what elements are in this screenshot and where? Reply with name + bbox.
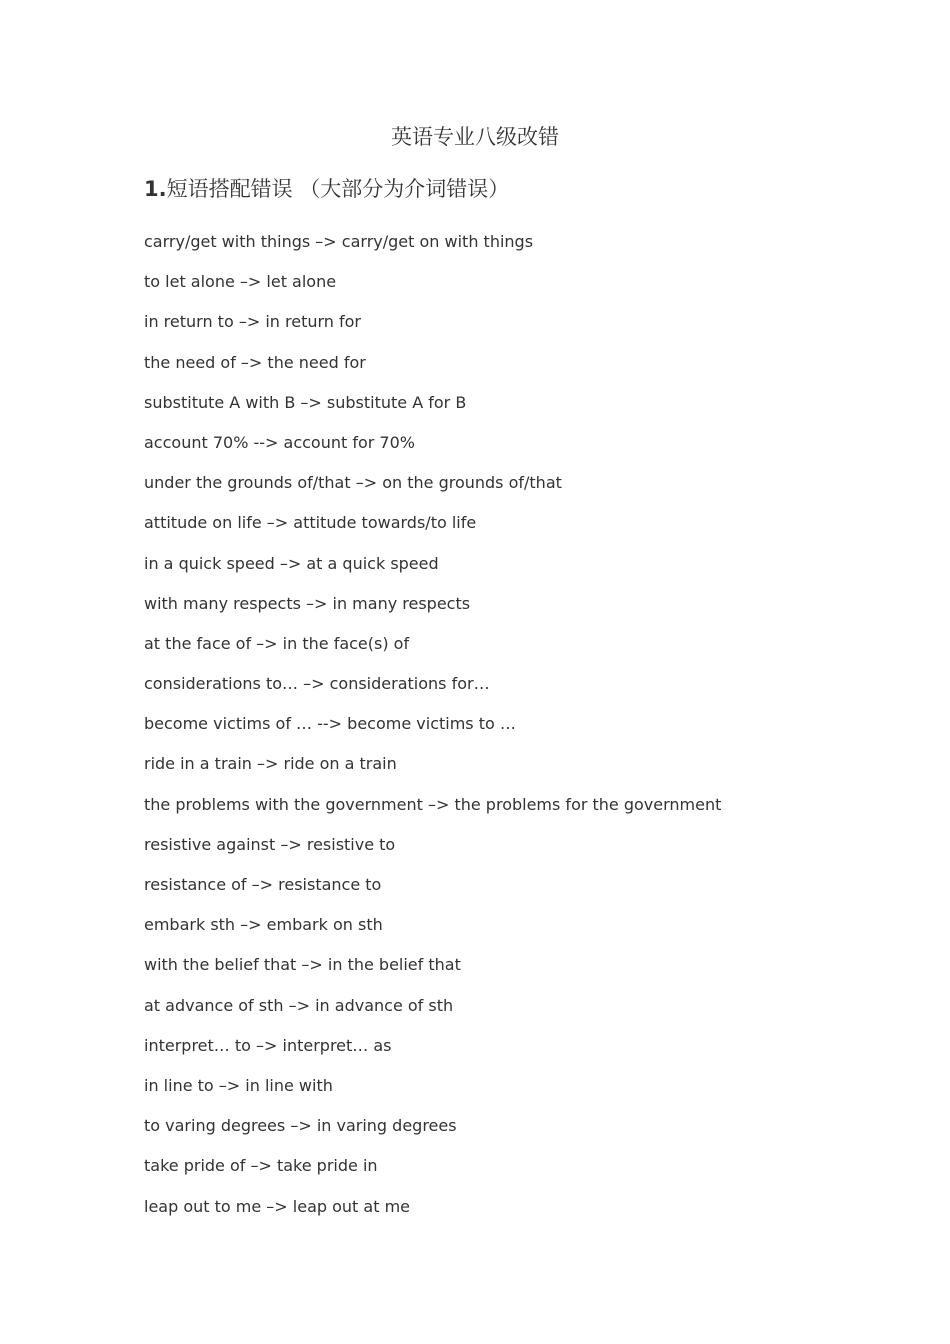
- correction-list: [144, 229, 721, 1234]
- correction-entry: the need of –> the need for: [144, 352, 366, 372]
- correction-entry: in a quick speed –> at a quick speed: [144, 553, 439, 573]
- correction-entry: with the belief that –> in the belief that: [144, 955, 461, 975]
- correction-entry: with many respects –> in many respects: [144, 593, 471, 613]
- correction-entry: resistive against –> resistive to: [144, 834, 396, 854]
- correction-entry: ride in a train –> ride on a train: [144, 754, 397, 774]
- correction-entry: attitude on life –> attitude towards/to life: [144, 513, 477, 533]
- correction-entry: become victims of … --> become victims to …: [144, 714, 516, 734]
- correction-entry: considerations to… –> considerations for…: [144, 674, 490, 694]
- correction-entry: to varing degrees –> in varing degrees: [144, 1116, 457, 1136]
- correction-entry: leap out to me –> leap out at me: [144, 1196, 410, 1216]
- correction-entry: interpret… to –> interpret… as: [144, 1035, 392, 1055]
- correction-entry: in return to –> in return for: [144, 312, 361, 332]
- correction-entry: at advance of sth –> in advance of sth: [144, 995, 454, 1015]
- section-heading: [144, 174, 509, 204]
- correction-entry: resistance of –> resistance to: [144, 875, 382, 894]
- section-number: 1.: [144, 177, 167, 201]
- correction-entry: at the face of –> in the face(s) of: [144, 633, 410, 653]
- correction-entry: in line to –> in line with: [144, 1075, 333, 1095]
- correction-entry: take pride of –> take pride in: [144, 1156, 378, 1176]
- correction-entry: account 70% --> account for 70%: [144, 432, 415, 452]
- correction-entry: the problems with the government –> the problems for the government: [144, 794, 722, 814]
- document-title: 英语专业八级改错: [391, 125, 559, 149]
- correction-entry: to let alone –> let alone: [144, 272, 337, 292]
- correction-entry: embark sth –> embark on sth: [144, 915, 383, 935]
- correction-entry: substitute A with B –> substitute A for B: [144, 392, 467, 412]
- section-heading-text: 短语搭配错误 （大部分为介词错误）: [166, 177, 510, 201]
- correction-entry: carry/get with things –> carry/get on with things: [144, 232, 534, 251]
- correction-entry: under the grounds of/that –> on the grounds of/that: [144, 473, 562, 493]
